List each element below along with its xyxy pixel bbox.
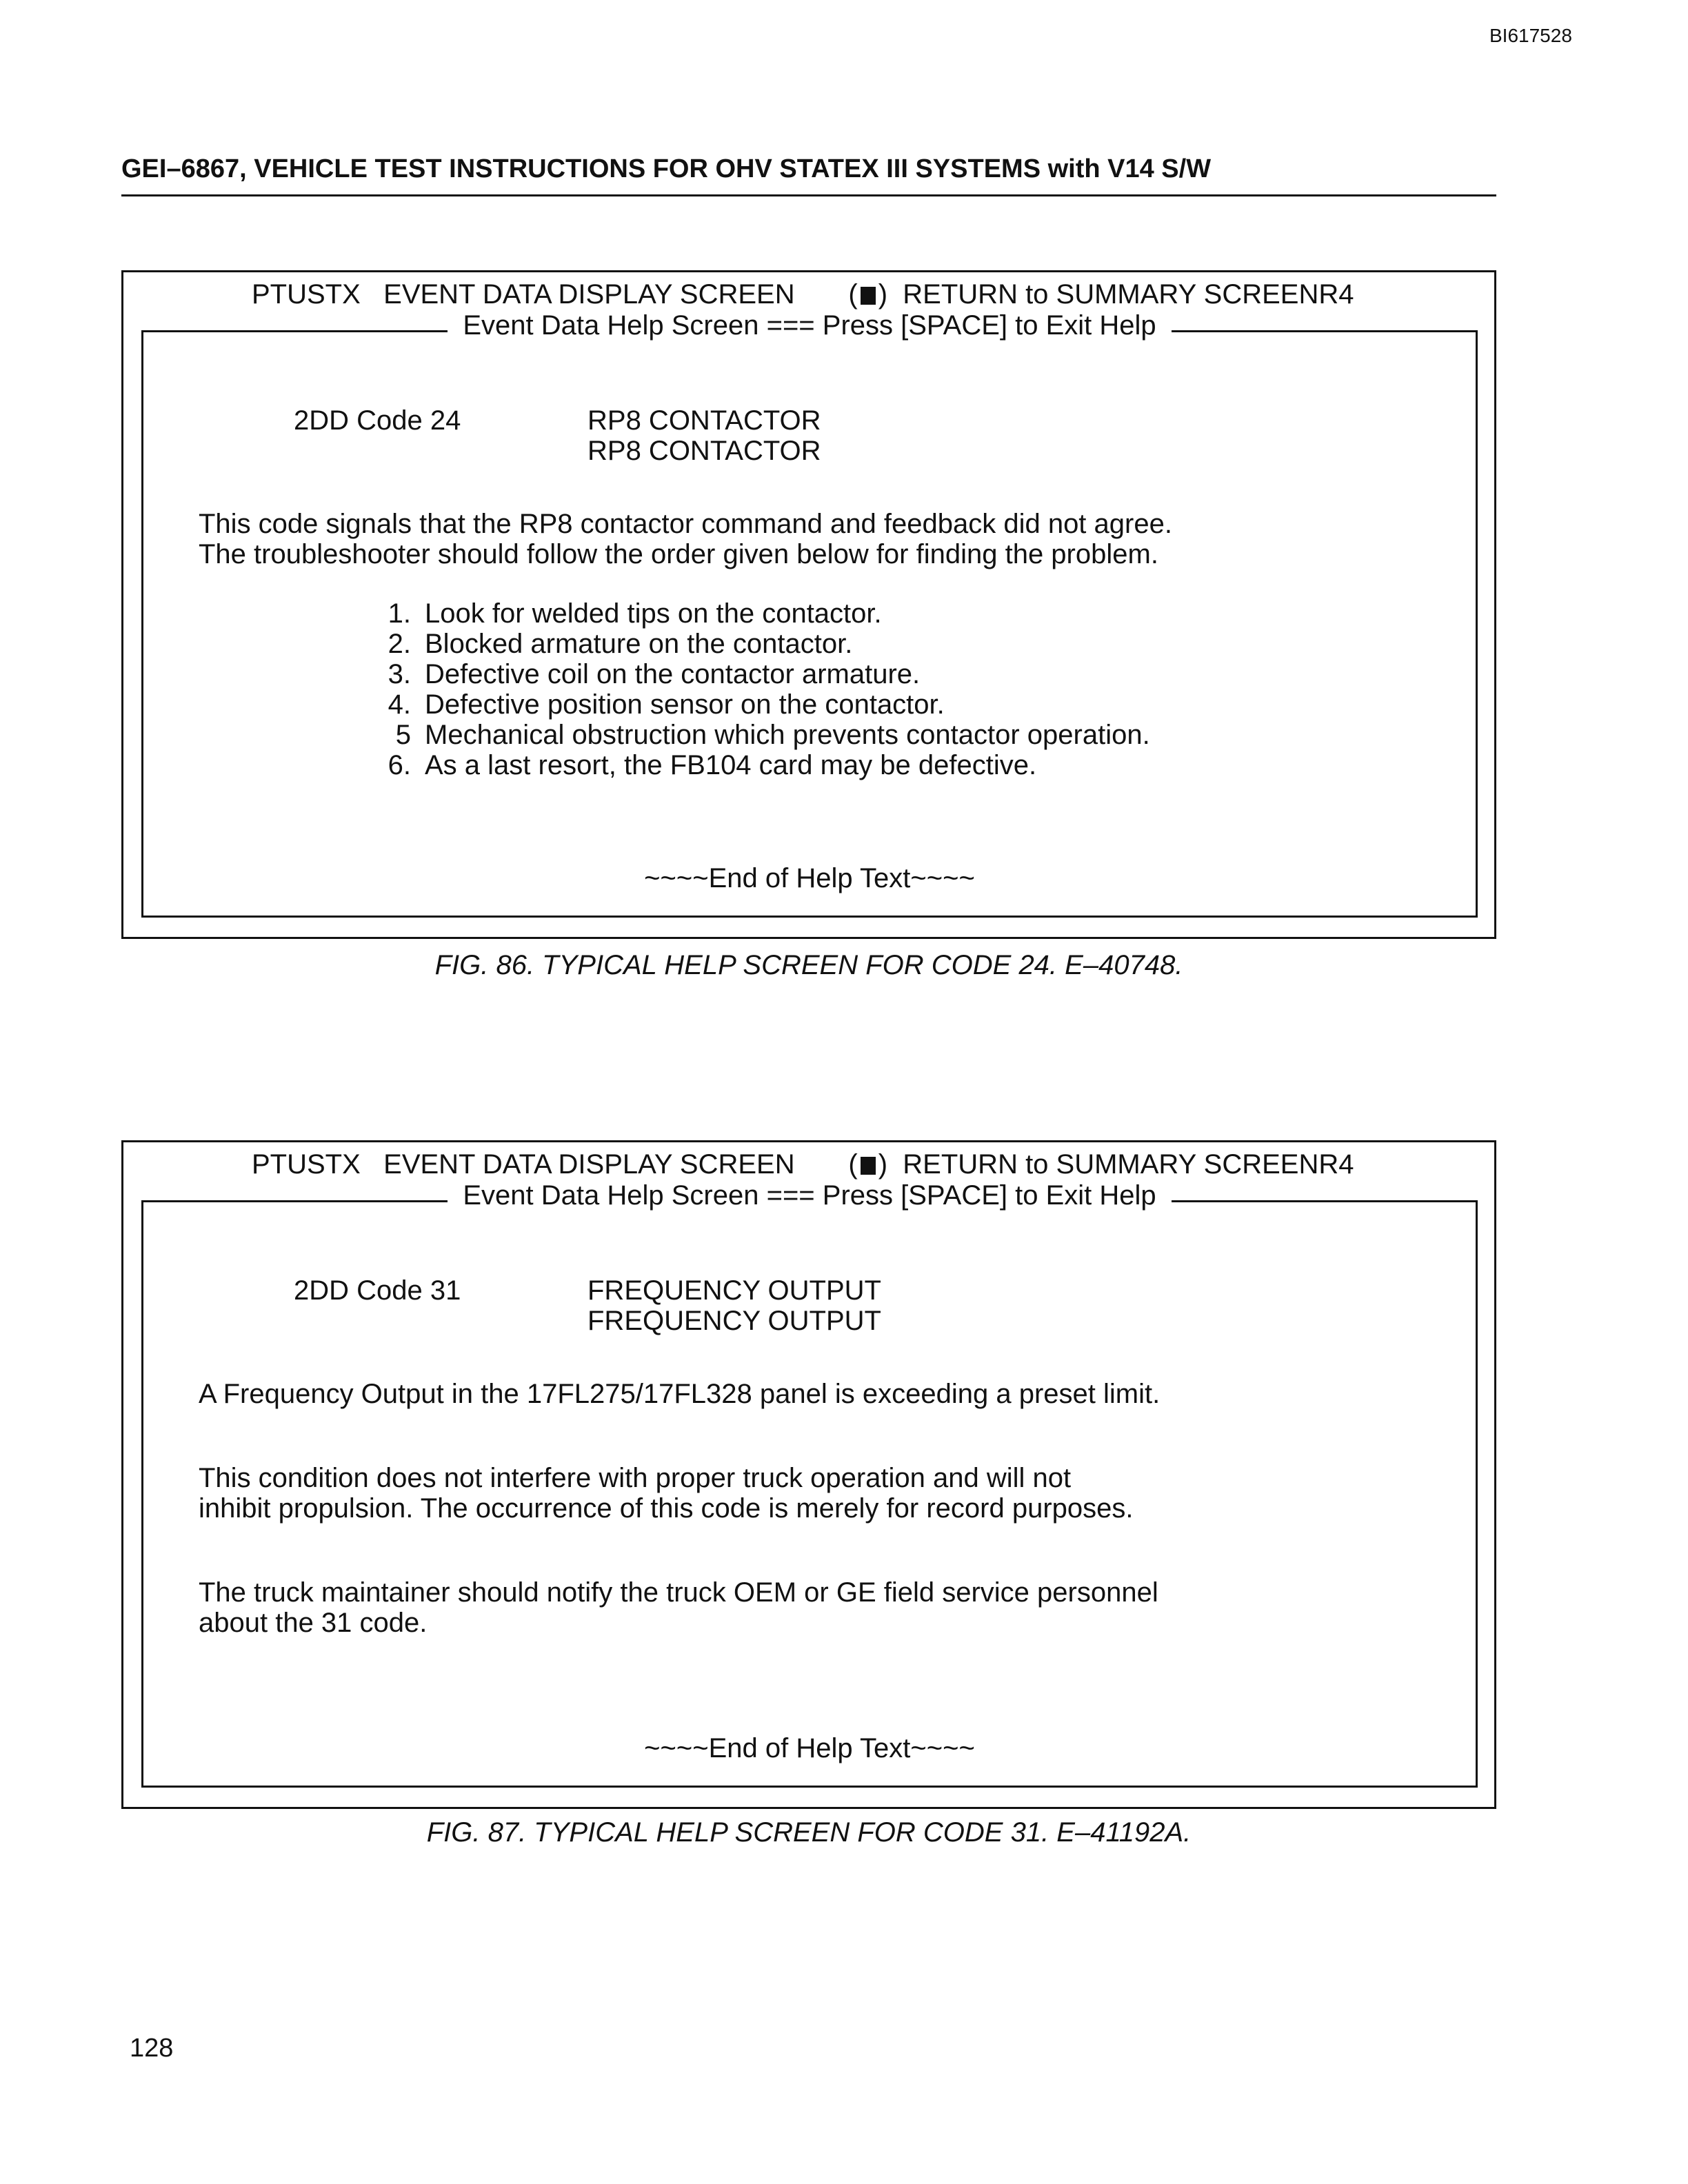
- step-text: Mechanical obstruction which prevents contactor operation.: [425, 720, 1150, 750]
- paragraph-line: This condition does not interfere with proper truck operation and will not: [199, 1463, 1072, 1493]
- list-item: [350, 629, 1150, 659]
- step-number: 2.: [388, 629, 411, 659]
- paragraph-line: The troubleshooter should follow the order given below for finding the problem.: [199, 539, 1158, 569]
- code-label: 2DD Code 24: [294, 405, 461, 436]
- screen-title: PTUSTX EVENT DATA DISPLAY SCREEN ( ) RETURN to SUMMARY SCREENR4: [252, 1149, 1354, 1180]
- paragraph-line: The truck maintainer should notify the truck OEM or GE field service personnel: [199, 1577, 1158, 1608]
- screen-title-left: PTUSTX EVENT DATA DISPLAY SCREEN: [252, 279, 795, 310]
- screen-title-right: RETURN to SUMMARY SCREENR4: [903, 1149, 1354, 1180]
- code-description: FREQUENCY OUTPUT: [587, 1275, 881, 1306]
- figure-86: [121, 270, 1496, 987]
- help-panel: [141, 1180, 1478, 1788]
- screen-frame: [121, 270, 1496, 939]
- list-item: [350, 720, 1150, 750]
- step-number: 5: [395, 720, 411, 750]
- step-number: 4.: [388, 689, 411, 720]
- paragraph-line: about the 31 code.: [199, 1608, 428, 1638]
- paragraph-line: This code signals that the RP8 contactor command and feedback did not agree.: [199, 509, 1172, 539]
- list-item: [350, 750, 1150, 780]
- end-of-help-text: ~~~~End of Help Text~~~~: [644, 1733, 975, 1763]
- troubleshooting-steps: [350, 598, 1150, 780]
- screen-title-left: PTUSTX EVENT DATA DISPLAY SCREEN: [252, 1149, 795, 1180]
- step-number: 1.: [388, 598, 411, 629]
- square-icon: [861, 287, 876, 305]
- screen-title-right: RETURN to SUMMARY SCREENR4: [903, 279, 1354, 310]
- paragraph-line: inhibit propulsion. The occurrence of this code is merely for record purposes.: [199, 1493, 1134, 1524]
- square-icon: [861, 1157, 876, 1175]
- screen-frame: [121, 1140, 1496, 1809]
- explanation-paragraph-1: [199, 1379, 1160, 1409]
- help-panel: [141, 310, 1478, 918]
- header-rule: [121, 194, 1496, 196]
- step-text: Defective coil on the contactor armature.: [425, 659, 921, 689]
- code-description-2: RP8 CONTACTOR: [587, 436, 821, 466]
- explanation-paragraph: [199, 509, 1172, 569]
- list-item: [350, 659, 1150, 689]
- step-text: Defective position sensor on the contactor.: [425, 689, 945, 720]
- document-id: BI617528: [1489, 25, 1572, 46]
- list-item: [350, 598, 1150, 629]
- figure-caption: FIG. 87. TYPICAL HELP SCREEN FOR CODE 31. E–41192A.: [426, 1817, 1192, 1848]
- explanation-paragraph-3: [199, 1577, 1158, 1638]
- help-header-text: Event Data Help Screen === Press [SPACE] to Exit Help: [448, 1180, 1171, 1211]
- step-number: 3.: [388, 659, 411, 689]
- step-text: Look for welded tips on the contactor.: [425, 598, 882, 629]
- figure-87: [121, 1140, 1496, 1857]
- figure-caption: FIG. 86. TYPICAL HELP SCREEN FOR CODE 24. E–40748.: [434, 950, 1183, 980]
- step-text: Blocked armature on the contactor.: [425, 629, 853, 659]
- code-label: 2DD Code 31: [294, 1275, 461, 1306]
- end-of-help-text: ~~~~End of Help Text~~~~: [644, 863, 975, 893]
- page-header-title: GEI–6867, VEHICLE TEST INSTRUCTIONS FOR OHV STATEX III SYSTEMS with V14 S/W: [121, 154, 1212, 183]
- explanation-paragraph-2: [199, 1463, 1134, 1524]
- paragraph-line: A Frequency Output in the 17FL275/17FL328 panel is exceeding a preset limit.: [199, 1379, 1160, 1409]
- code-description-2: FREQUENCY OUTPUT: [587, 1306, 881, 1336]
- page-number: 128: [130, 2034, 174, 2063]
- help-header: [143, 1180, 1476, 1211]
- step-number: 6.: [388, 750, 411, 780]
- help-header-text: Event Data Help Screen === Press [SPACE] to Exit Help: [448, 310, 1171, 341]
- list-item: [350, 689, 1150, 720]
- help-header: [143, 310, 1476, 341]
- step-text: As a last resort, the FB104 card may be defective.: [425, 750, 1037, 780]
- code-description: RP8 CONTACTOR: [587, 405, 821, 436]
- screen-title: PTUSTX EVENT DATA DISPLAY SCREEN ( ) RETURN to SUMMARY SCREENR4: [252, 279, 1354, 310]
